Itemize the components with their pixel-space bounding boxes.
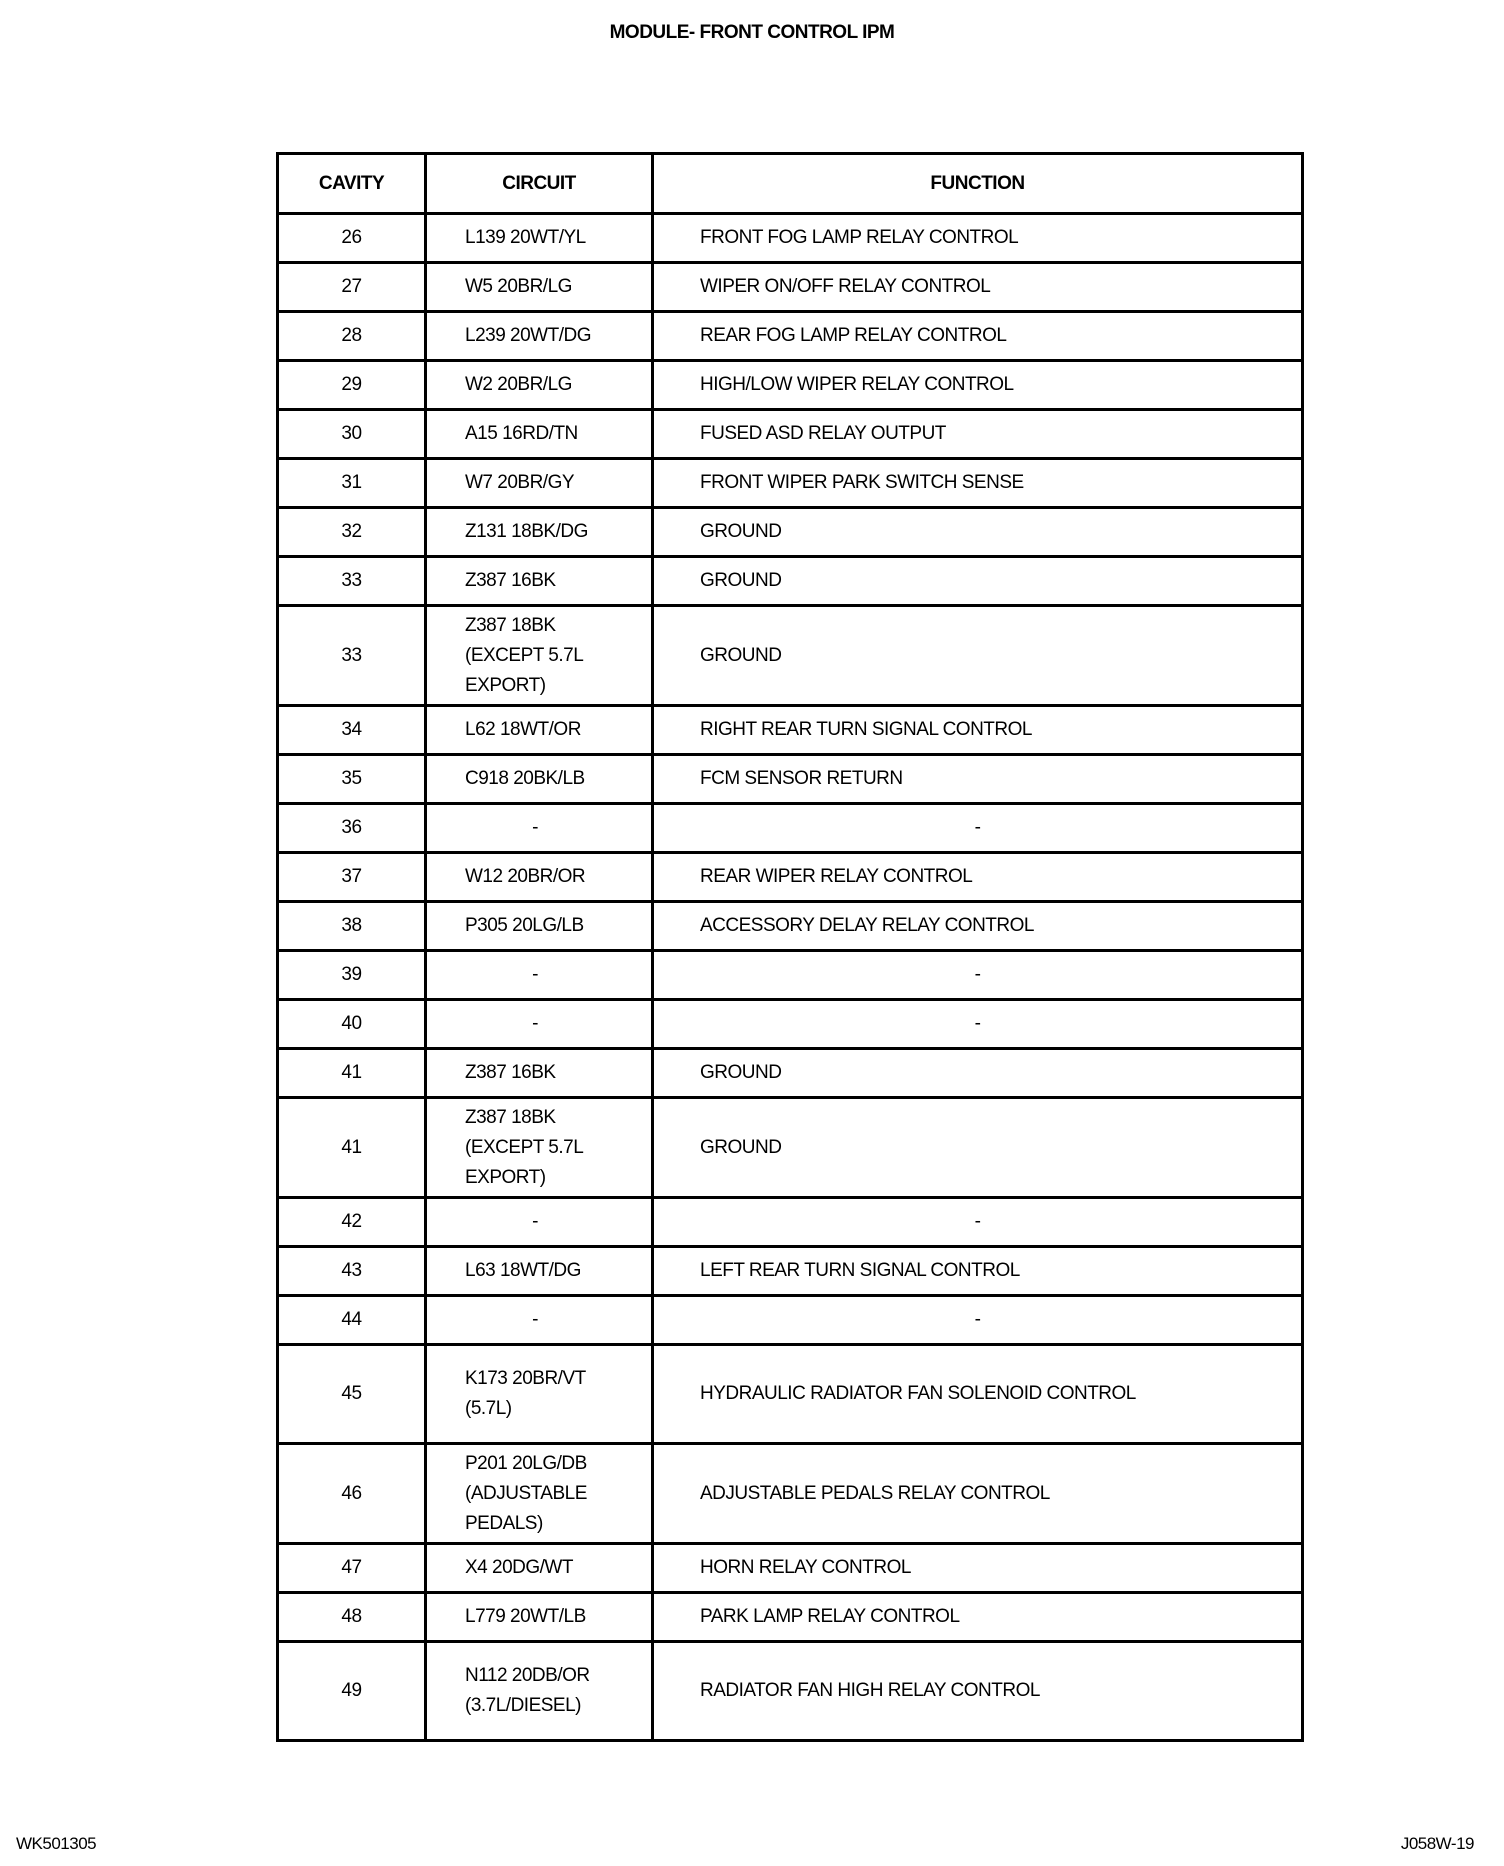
- connector-pinout-table: [276, 152, 1304, 1742]
- circuit-line: L63 18WT/DG: [465, 1260, 581, 1281]
- circuit-cell: [426, 1247, 653, 1296]
- table-row: [278, 902, 1303, 951]
- table-row: [278, 557, 1303, 606]
- table-row: [278, 1049, 1303, 1098]
- circuit-line: (ADJUSTABLE: [465, 1482, 587, 1504]
- cavity-cell: 28: [278, 312, 426, 361]
- circuit-line: L779 20WT/LB: [465, 1606, 586, 1627]
- cavity-cell: 46: [278, 1444, 426, 1544]
- function-cell: REAR WIPER RELAY CONTROL: [653, 853, 1303, 902]
- circuit-line: C918 20BK/LB: [465, 768, 585, 789]
- table-row: [278, 706, 1303, 755]
- circuit-line: W2 20BR/LG: [465, 374, 572, 395]
- function-cell: GROUND: [653, 1049, 1303, 1098]
- function-cell: GROUND: [653, 606, 1303, 706]
- circuit-line: EXPORT): [465, 1166, 546, 1188]
- function-cell: GROUND: [653, 557, 1303, 606]
- circuit-line: (3.7L/DIESEL): [465, 1695, 581, 1716]
- circuit-line: Z131 18BK/DG: [465, 521, 588, 542]
- circuit-cell: [426, 1593, 653, 1642]
- function-cell: -: [653, 1296, 1303, 1345]
- cavity-cell: 42: [278, 1198, 426, 1247]
- cavity-cell: 26: [278, 214, 426, 263]
- table-row: [278, 459, 1303, 508]
- circuit-line: W7 20BR/GY: [465, 472, 575, 493]
- function-cell: -: [653, 951, 1303, 1000]
- function-cell: GROUND: [653, 1098, 1303, 1198]
- circuit-cell: [426, 1049, 653, 1098]
- circuit-cell: [426, 755, 653, 804]
- cavity-cell: 44: [278, 1296, 426, 1345]
- table-row: [278, 951, 1303, 1000]
- function-cell: LEFT REAR TURN SIGNAL CONTROL: [653, 1247, 1303, 1296]
- cavity-cell: 29: [278, 361, 426, 410]
- table-row: [278, 853, 1303, 902]
- circuit-cell: [426, 263, 653, 312]
- circuit-line: L139 20WT/YL: [465, 227, 586, 248]
- function-cell: FCM SENSOR RETURN: [653, 755, 1303, 804]
- circuit-cell: [426, 459, 653, 508]
- circuit-line: W5 20BR/LG: [465, 276, 572, 297]
- table-row: [278, 1098, 1303, 1198]
- table-row: [278, 361, 1303, 410]
- circuit-line: (5.7L): [465, 1398, 512, 1419]
- function-cell: FRONT WIPER PARK SWITCH SENSE: [653, 459, 1303, 508]
- cavity-cell: 38: [278, 902, 426, 951]
- circuit-column-header: CIRCUIT: [426, 154, 653, 214]
- table-row: [278, 1000, 1303, 1049]
- circuit-cell: [426, 1296, 653, 1345]
- circuit-cell: [426, 557, 653, 606]
- table-row: [278, 312, 1303, 361]
- circuit-line: Z387 16BK: [465, 570, 556, 591]
- circuit-line: -: [532, 964, 538, 985]
- circuit-cell: [426, 1642, 653, 1741]
- table-row: [278, 410, 1303, 459]
- table-row: [278, 263, 1303, 312]
- function-cell: REAR FOG LAMP RELAY CONTROL: [653, 312, 1303, 361]
- cavity-cell: 37: [278, 853, 426, 902]
- circuit-cell: [426, 1444, 653, 1544]
- circuit-cell: [426, 1000, 653, 1049]
- table-row: [278, 755, 1303, 804]
- cavity-column-header: CAVITY: [278, 154, 426, 214]
- circuit-line: N112 20DB/OR: [465, 1665, 590, 1686]
- table-row: [278, 1198, 1303, 1247]
- cavity-cell: 45: [278, 1345, 426, 1444]
- cavity-cell: 35: [278, 755, 426, 804]
- cavity-cell: 31: [278, 459, 426, 508]
- circuit-line: W12 20BR/OR: [465, 866, 586, 887]
- circuit-line: L62 18WT/OR: [465, 719, 581, 740]
- circuit-line: Z387 18BK: [465, 614, 556, 636]
- circuit-cell: [426, 361, 653, 410]
- cavity-cell: 33: [278, 606, 426, 706]
- cavity-cell: 40: [278, 1000, 426, 1049]
- figure-code: WK501305: [16, 1834, 97, 1853]
- circuit-cell: [426, 312, 653, 361]
- cavity-cell: 48: [278, 1593, 426, 1642]
- table-row: [278, 1593, 1303, 1642]
- circuit-cell: [426, 853, 653, 902]
- function-cell: -: [653, 804, 1303, 853]
- function-cell: HIGH/LOW WIPER RELAY CONTROL: [653, 361, 1303, 410]
- circuit-line: -: [532, 1309, 538, 1330]
- cavity-cell: 43: [278, 1247, 426, 1296]
- function-cell: ACCESSORY DELAY RELAY CONTROL: [653, 902, 1303, 951]
- cavity-cell: 39: [278, 951, 426, 1000]
- circuit-line: K173 20BR/VT: [465, 1368, 586, 1389]
- cavity-cell: 41: [278, 1098, 426, 1198]
- table-row: [278, 508, 1303, 557]
- circuit-line: EXPORT): [465, 674, 546, 696]
- circuit-cell: [426, 606, 653, 706]
- circuit-cell: [426, 902, 653, 951]
- circuit-cell: [426, 1098, 653, 1198]
- circuit-line: -: [532, 1013, 538, 1034]
- cavity-cell: 32: [278, 508, 426, 557]
- cavity-cell: 30: [278, 410, 426, 459]
- function-cell: RIGHT REAR TURN SIGNAL CONTROL: [653, 706, 1303, 755]
- function-cell: FUSED ASD RELAY OUTPUT: [653, 410, 1303, 459]
- function-cell: RADIATOR FAN HIGH RELAY CONTROL: [653, 1642, 1303, 1741]
- circuit-line: -: [532, 1211, 538, 1232]
- table-row: [278, 1247, 1303, 1296]
- cavity-cell: 36: [278, 804, 426, 853]
- table-row: [278, 1444, 1303, 1544]
- circuit-cell: [426, 214, 653, 263]
- circuit-line: Z387 16BK: [465, 1062, 556, 1083]
- circuit-line: Z387 18BK: [465, 1106, 556, 1128]
- circuit-line: P201 20LG/DB: [465, 1452, 587, 1474]
- function-cell: -: [653, 1198, 1303, 1247]
- circuit-cell: [426, 804, 653, 853]
- table-row: [278, 1296, 1303, 1345]
- circuit-cell: [426, 706, 653, 755]
- circuit-line: P305 20LG/LB: [465, 915, 584, 936]
- function-cell: GROUND: [653, 508, 1303, 557]
- circuit-line: A15 16RD/TN: [465, 423, 578, 444]
- circuit-cell: [426, 1198, 653, 1247]
- function-cell: PARK LAMP RELAY CONTROL: [653, 1593, 1303, 1642]
- table-row: [278, 1642, 1303, 1741]
- table-row: [278, 214, 1303, 263]
- table-row: [278, 1345, 1303, 1444]
- circuit-cell: [426, 1345, 653, 1444]
- function-column-header: FUNCTION: [653, 154, 1303, 214]
- circuit-line: (EXCEPT 5.7L: [465, 1136, 584, 1158]
- circuit-line: (EXCEPT 5.7L: [465, 644, 584, 666]
- function-cell: HORN RELAY CONTROL: [653, 1544, 1303, 1593]
- circuit-line: X4 20DG/WT: [465, 1557, 573, 1578]
- function-cell: HYDRAULIC RADIATOR FAN SOLENOID CONTROL: [653, 1345, 1303, 1444]
- cavity-cell: 49: [278, 1642, 426, 1741]
- function-cell: FRONT FOG LAMP RELAY CONTROL: [653, 214, 1303, 263]
- circuit-line: -: [532, 817, 538, 838]
- function-cell: WIPER ON/OFF RELAY CONTROL: [653, 263, 1303, 312]
- circuit-line: L239 20WT/DG: [465, 325, 591, 346]
- table-header-row: [278, 154, 1303, 214]
- circuit-line: PEDALS): [465, 1512, 543, 1534]
- table-row: [278, 606, 1303, 706]
- cavity-cell: 27: [278, 263, 426, 312]
- cavity-cell: 33: [278, 557, 426, 606]
- table-row: [278, 804, 1303, 853]
- circuit-cell: [426, 1544, 653, 1593]
- cavity-cell: 47: [278, 1544, 426, 1593]
- circuit-cell: [426, 508, 653, 557]
- table-body: [278, 214, 1303, 1741]
- function-cell: ADJUSTABLE PEDALS RELAY CONTROL: [653, 1444, 1303, 1544]
- function-cell: -: [653, 1000, 1303, 1049]
- circuit-cell: [426, 951, 653, 1000]
- cavity-cell: 34: [278, 706, 426, 755]
- circuit-cell: [426, 410, 653, 459]
- table-row: [278, 1544, 1303, 1593]
- cavity-cell: 41: [278, 1049, 426, 1098]
- page-code: J058W-19: [1400, 1834, 1474, 1853]
- document-title: MODULE- FRONT CONTROL IPM: [609, 22, 895, 43]
